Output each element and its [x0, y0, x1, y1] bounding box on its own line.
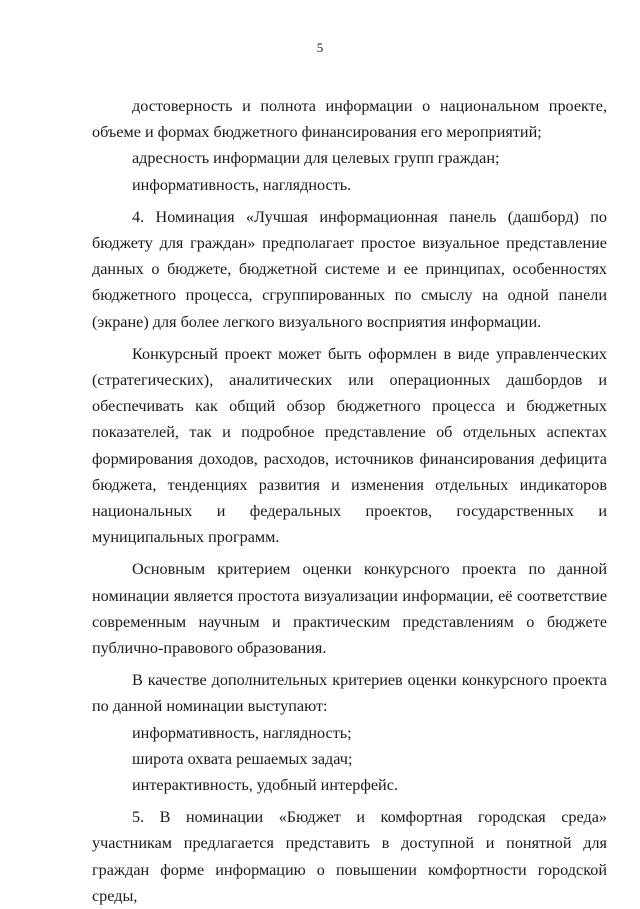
paragraph-additional-criterion-3: интерактивность, удобный интерфейс. [132, 776, 398, 795]
paragraph-nomination-4: 4. Номинация «Лучшая информационная панель (дашборд) по бюджету для граждан» предполагает простое визуальное представление данных о бюджете, бюджетной системе и ее принципах, особенностях бюджетного процесса, сгруппированных по смыслу на одной панели (экране) для более легкого визуального восприятия информации. [92, 207, 607, 331]
paragraph-criterion-reliability: достоверность и полнота информации о национальном проекте, объеме и формах бюджетного финансирования его мероприятий; [92, 97, 607, 142]
page-number: 5 [316, 40, 324, 55]
paragraph-criterion-targeting: адресность информации для целевых групп граждан; [132, 149, 500, 168]
paragraph-main-criterion: Основным критерием оценки конкурсного проекта по данной номинации является простота визуализации информации, её соответствие современным научным и практическим представлениям о бюджете публично-правового образования. [92, 560, 607, 658]
paragraph-additional-criterion-2: широта охвата решаемых задач; [132, 749, 353, 768]
paragraph-criterion-informativeness: информативность, наглядность. [132, 175, 352, 194]
document-body [92, 93, 607, 909]
paragraph-additional-criterion-1: информативность, наглядность; [132, 723, 352, 742]
paragraph-additional-criteria-intro: В качестве дополнительных критериев оценки конкурсного проекта по данной номинации выступают: [92, 671, 607, 716]
paragraph-nomination-5: 5. В номинации «Бюджет и комфортная городская среда» участникам предлагается представить в доступной и понятной для граждан форме информацию о повышении комфортности городской среды, [92, 808, 607, 905]
paragraph-project-format: Конкурсный проект может быть оформлен в виде управленческих (стратегических), аналитических или операционных дашбордов и обеспечивать как общий обзор бюджетного процесса и бюджетных показателей, так и подробное представление об отдельных аспектах формирования доходов, расходов, источников финансирования дефицита бюджета, тенденциях развития и изменения отдельных индикаторов национальных и федеральных проектов, государственных и муниципальных программ. [92, 344, 607, 547]
